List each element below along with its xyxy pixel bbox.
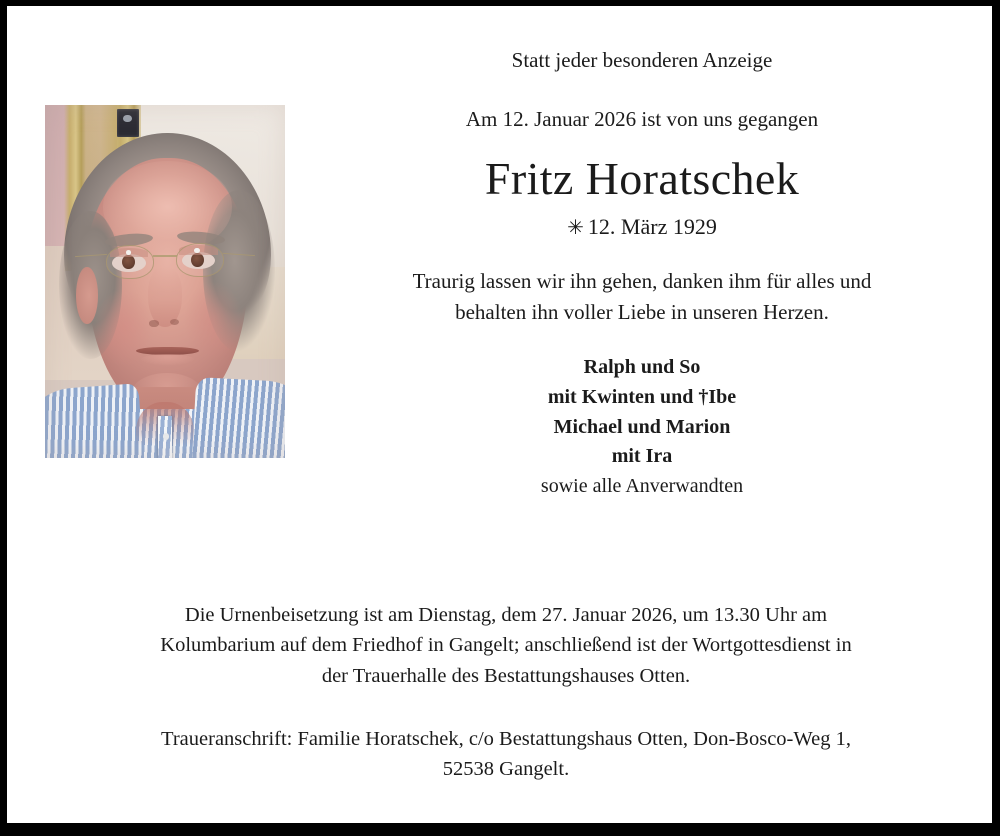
mourners-list	[303, 353, 981, 501]
portrait-nostril-left	[149, 320, 159, 326]
portrait-nose	[148, 267, 182, 327]
portrait-ear	[76, 267, 98, 323]
ceremony-line: Kolumbarium auf dem Friedhof in Gangelt; anschließend ist der Wortgottesdienst in	[160, 634, 852, 657]
mourner-line: Ralph und So	[583, 356, 701, 379]
tribute-text	[303, 266, 981, 328]
portrait-shirt-button	[163, 433, 169, 439]
portrait-shirt-shoulder-right	[192, 377, 285, 458]
portrait-glasses-lens-right	[176, 243, 224, 277]
tribute-line: Traurig lassen wir ihn gehen, danken ihm für alles und	[412, 268, 872, 293]
photo-wall-plate	[117, 109, 139, 137]
portrait-cheek-left	[95, 289, 153, 367]
portrait-glasses-bridge	[153, 255, 176, 256]
death-announcement-line: Am 12. Januar 2026 ist von uns gegangen	[465, 107, 819, 131]
portrait-photo	[45, 105, 285, 458]
obituary-card	[7, 6, 992, 823]
deceased-name: Fritz Horatschek	[484, 153, 800, 204]
birth-line	[303, 214, 981, 240]
portrait-glasses-glint-right	[194, 248, 200, 253]
mourner-line: sowie alle Anverwandten	[540, 474, 744, 497]
obituary-text-column	[303, 6, 981, 501]
portrait-shirt-shoulder-left	[45, 384, 144, 458]
intro-line: Statt jeder besonderen Anzeige	[511, 48, 773, 72]
condolence-address	[37, 724, 975, 785]
mourner-line: Michael und Marion	[553, 415, 731, 438]
tribute-line: behalten ihn voller Liebe in unseren Herzen.	[455, 299, 829, 324]
mourner-line: mit Ira	[611, 445, 673, 468]
ceremony-line: Die Urnenbeisetzung ist am Dienstag, dem 27. Januar 2026, um 13.30 Uhr am	[184, 604, 828, 626]
address-line: 52538 Gangelt.	[442, 758, 570, 781]
ceremony-details	[37, 600, 975, 691]
address-line: Traueranschrift: Familie Horatschek, c/o Bestattungshaus Otten, Don-Bosco-Weg 1,	[161, 728, 851, 750]
ceremony-line: der Trauerhalle des Bestattungshauses Otten.	[321, 664, 691, 687]
birth-star-icon: ✳	[567, 216, 584, 239]
mourner-line: mit Kwinten und †Ibe	[547, 386, 737, 409]
birth-date: 12. März 1929	[587, 213, 717, 239]
